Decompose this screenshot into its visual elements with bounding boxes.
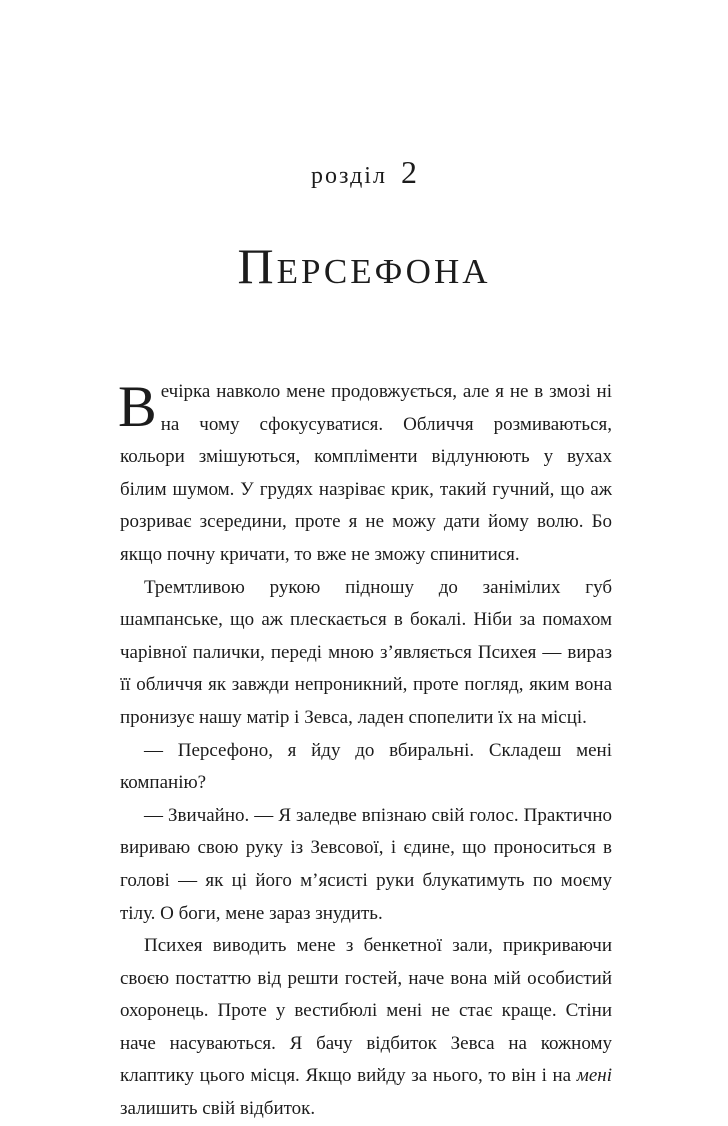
paragraph-4-dialogue: — Звичайно. — Я заледве впізнаю свій голос. Практично вириваю свою руку із Зевсової, і єдине, що проноситься в голові — як ці його м’ясисті руки блукатимуть по моєму тілу. О боги, мене зараз знудить. [120, 804, 612, 924]
chapter-heading [0, 150, 728, 198]
chapter-text [120, 376, 612, 1126]
paragraph-5-text-after: залишить свій відбиток. [120, 1098, 316, 1120]
paragraph-3-dialogue: — Персефоно, я йду до вбиральні. Складеш мені компанію? [120, 739, 612, 794]
chapter-number: 2 [400, 154, 417, 190]
chapter-title: Персефона [237, 238, 491, 294]
drop-cap: В [118, 374, 157, 439]
chapter-label: розділ [311, 163, 387, 189]
paragraph-5-emphasis: мені [576, 1065, 612, 1087]
paragraph-1-text: ечірка навколо мене продовжується, але я не в змозі ні на чому сфокусуватися. Обличчя розмиваються, кольори змішуються, компліменти відлунюють у вухах білим шумом. У грудях назріває крик, такий гучний, що аж розриває зсередини, проте я не можу дати йому волю. Бо якщо почну кричати, то вже не зможу спинитися. [120, 381, 612, 565]
paragraph-2: Тремтливою рукою підношу до занімілих губ шампанське, що аж плескається в бокалі. Ніби за помахом чарівної палички, переді мною з’являється Психея — вираз її обличчя як завжди непроникний, проте погляд, яким вона пронизує нашу матір і Зевса, ладен спопелити їх на місці. [120, 576, 612, 728]
paragraph-1 [120, 376, 612, 572]
paragraph-5-text: Психея виводить мене з бенкетної зали, прикриваючи своєю постаттю від решти гостей, наче вона мій особистий охоронець. Проте у вестибюлі мені не стає краще. Стіни наче насуваються. Я бачу відбиток Зевса на кожному клаптику цього місця. Якщо вийду за нього, то він і на [120, 935, 612, 1087]
paragraph-5 [120, 930, 612, 1126]
